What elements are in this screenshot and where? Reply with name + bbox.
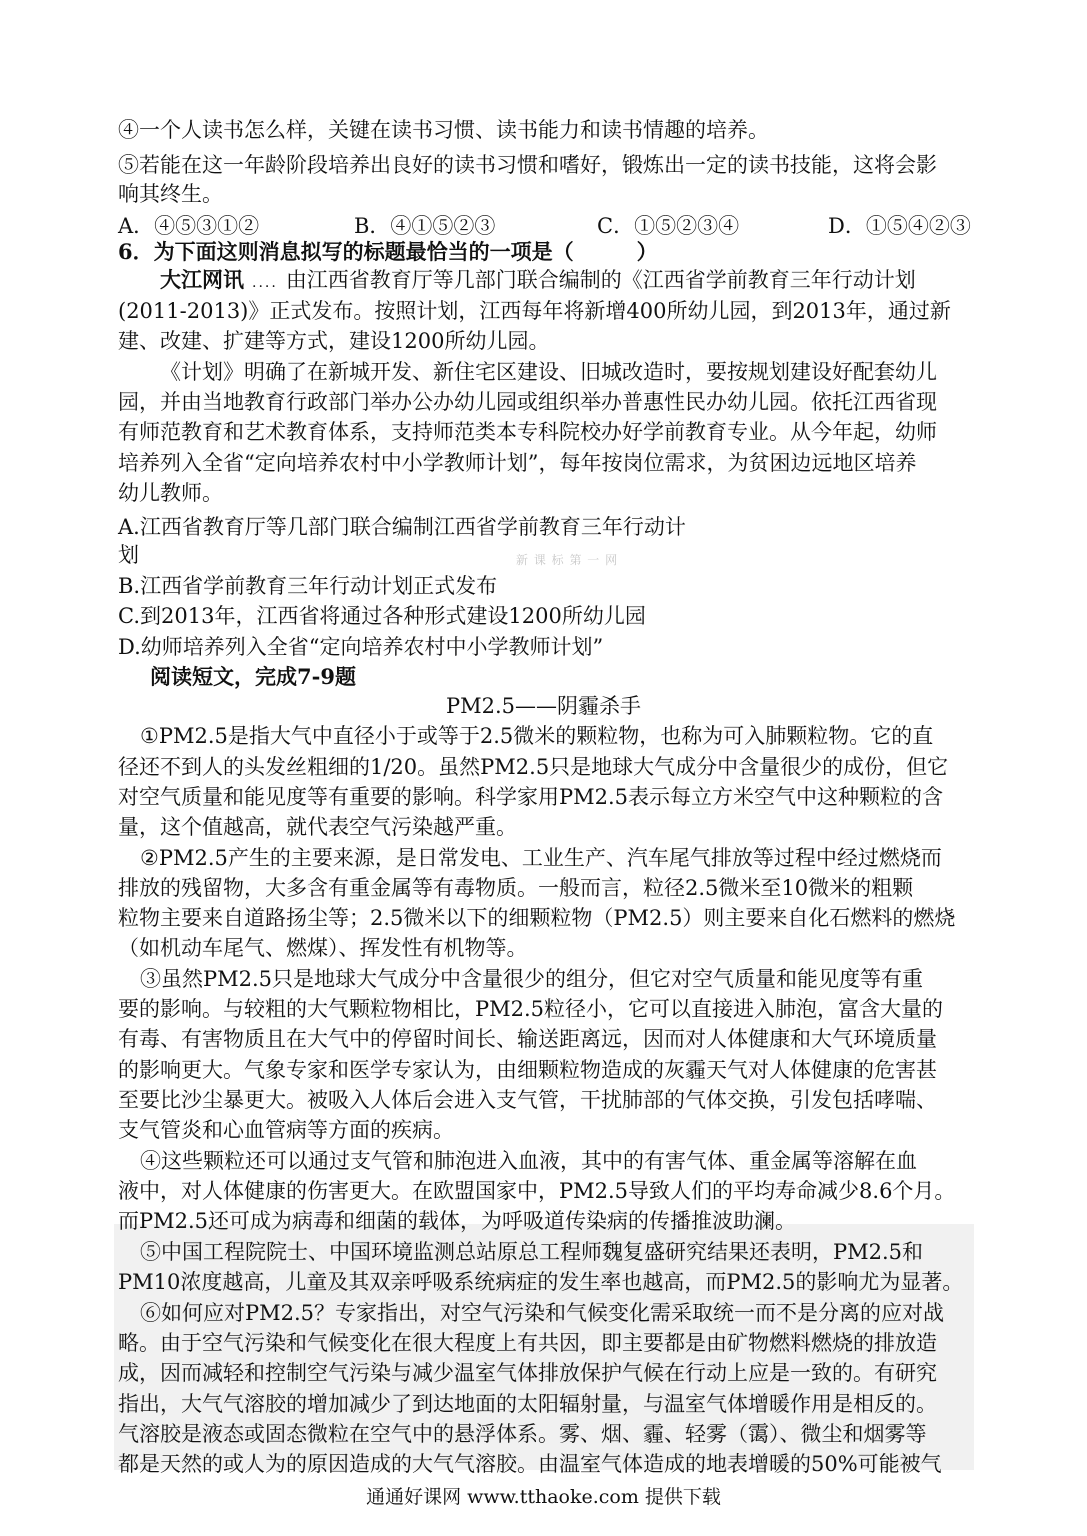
news-line: 幼儿教师。 (118, 481, 223, 505)
news-line: 《计划》明确了在新城开发、新住宅区建设、旧城改造时，要按规划建设好配套幼儿 (160, 360, 937, 384)
paragraph-line: （如机动车尾气、燃煤）、挥发性有机物等。 (118, 936, 528, 960)
news-line: (2011-2013)》正式发布。按照计划，江西每年将新增400所幼儿园，到2013年，通过新 (118, 299, 951, 323)
option-c: C.到2013年，江西省将通过各种形式建设1200所幼儿园 (118, 604, 646, 628)
option-d: D.幼师培养列入全省“定向培养农村中小学教师计划” (118, 635, 604, 659)
text-line: 响其终生。 (118, 182, 223, 206)
paragraph-line: 粒物主要来自道路扬尘等；2.5微米以下的细颗粒物（PM2.5）则主要来自化石燃料的燃烧 (118, 906, 956, 930)
option-b: B．④①⑤②③ (354, 214, 496, 238)
paragraph-line: PM10浓度越高，儿童及其双亲呼吸系统病症的发生率也越高，而PM2.5的影响尤为显著。 (118, 1270, 964, 1294)
paragraph-line: 的影响更大。气象专家和医学专家认为，由细颗粒物造成的灰霾天气对人体健康的危害甚 (118, 1058, 937, 1082)
paragraph-line: 略。由于空气污染和气候变化在很大程度上有共因，即主要都是由矿物燃料燃烧的排放造 (118, 1331, 937, 1355)
paragraph-line: 指出，大气气溶胶的增加减少了到达地面的太阳辐射量，与温室气体增暖作用是相反的。 (118, 1392, 937, 1416)
paragraph-line: ⑥如何应对PM2.5？专家指出，对空气污染和气候变化需采取统一而不是分离的应对战 (140, 1301, 945, 1325)
paragraph-line: 气溶胶是液态或固态微粒在空气中的悬浮体系。雾、烟、霾、轻雾（霭）、微尘和烟雾等 (118, 1422, 927, 1446)
option-a: A．④⑤③①② (118, 214, 260, 238)
paragraph-line: 要的影响。与较粗的大气颗粒物相比，PM2.5粒径小，它可以直接进入肺泡，富含大量的 (118, 997, 944, 1021)
paragraph-line: 有毒、有害物质且在大气中的停留时间长、输送距离远，因而对人体健康和大气环境质量 (118, 1027, 937, 1051)
paragraph-line: ②PM2.5产生的主要来源，是日常发电、工业生产、汽车尾气排放等过程中经过燃烧而 (140, 846, 942, 870)
option-c: C．①⑤②③④ (597, 214, 740, 238)
watermark: 新 课 标 第 一 网 (516, 553, 619, 567)
option-a-cont: 划 (118, 543, 139, 567)
paragraph-line: 对空气质量和能见度等有重要的影响。科学家用PM2.5表示每立方米空气中这种颗粒的含 (118, 785, 944, 809)
paragraph-line: ⑤中国工程院院士、中国环境监测总站原总工程师魏复盛研究结果还表明，PM2.5和 (140, 1240, 924, 1264)
paragraph-line: 支气管炎和心血管病等方面的疾病。 (118, 1118, 454, 1142)
question-6-stem: 6．为下面这则消息拟写的标题最恰当的一项是（ ） (118, 239, 658, 264)
text-line: ⑤若能在这一年龄阶段培养出良好的读书习惯和嗜好，锻炼出一定的读书技能，这将会影 (118, 153, 937, 177)
paragraph-line: 量，这个值越高，就代表空气污染越严重。 (118, 815, 517, 839)
news-line: 建、改建、扩建等方式，建设1200所幼儿园。 (118, 329, 550, 353)
paragraph-line: ①PM2.5是指大气中直径小于或等于2.5微米的颗粒物，也称为可入肺颗粒物。它的直 (140, 724, 934, 748)
option-b: B.江西省学前教育三年行动计划正式发布 (118, 574, 498, 598)
paragraph-line: 至要比沙尘暴更大。被吸入人体后会进入支气管，干扰肺部的气体交换，引发包括哮喘、 (118, 1088, 937, 1112)
paragraph-line: 液中，对人体健康的伤害更大。在欧盟国家中，PM2.5导致人们的平均寿命减少8.6个月。 (118, 1179, 956, 1203)
text-line: ④一个人读书怎么样，关键在读书习惯、读书能力和读书情趣的培养。 (118, 118, 769, 142)
article-title: PM2.5——阴霾杀手 (445, 694, 642, 718)
reading-instruction: 阅读短文，完成7-9题 (150, 664, 356, 689)
paragraph-line: 成，因而减轻和控制空气污染与减少温室气体排放保护气候在行动上应是一致的。有研究 (118, 1361, 937, 1385)
news-text: 由江西省教育厅等几部门联合编制的《江西省学前教育三年行动计划 (285, 268, 916, 292)
paragraph-line: ③虽然PM2.5只是地球大气成分中含量很少的组分，但它对空气质量和能见度等有重 (140, 967, 924, 991)
page-footer: 通通好课网 www.tthaoke.com 提供下载 (366, 1486, 721, 1508)
paragraph-line: 径还不到人的头发丝粗细的1/20。虽然PM2.5只是地球大气成分中含量很少的成份，但它 (118, 755, 949, 779)
news-source: 大江网讯 (160, 267, 244, 292)
paragraph-line: 排放的残留物，大多含有重金属等有毒物质。一般而言，粒径2.5微米至10微米的粗颗 (118, 876, 914, 900)
news-line: 培养列入全省“定向培养农村中小学教师计划”，每年按岗位需求，为贫困边远地区培养 (118, 451, 917, 475)
paragraph-line: 而PM2.5还可成为病毒和细菌的载体，为呼吸道传染病的传播推波助澜。 (118, 1209, 797, 1233)
option-a: A.江西省教育厅等几部门联合编制江西省学前教育三年行动计 (118, 515, 686, 539)
paragraph-line: 都是天然的或人为的原因造成的大气气溶胶。由温室气体造成的地表增暖的50%可能被气 (118, 1452, 942, 1476)
news-line: 大江网讯 .... 由江西省教育厅等几部门联合编制的《江西省学前教育三年行动计划 (160, 267, 916, 292)
news-line: 有师范教育和艺术教育体系，支持师范类本专科院校办好学前教育专业。从今年起，幼师 (118, 420, 937, 444)
option-d: D．①⑤④②③ (828, 214, 971, 238)
news-line: 园，并由当地教育行政部门举办公办幼儿园或组织举办普惠性民办幼儿园。依托江西省现 (118, 390, 937, 414)
paragraph-line: ④这些颗粒还可以通过支气管和肺泡进入血液，其中的有害气体、重金属等溶解在血 (140, 1149, 917, 1173)
